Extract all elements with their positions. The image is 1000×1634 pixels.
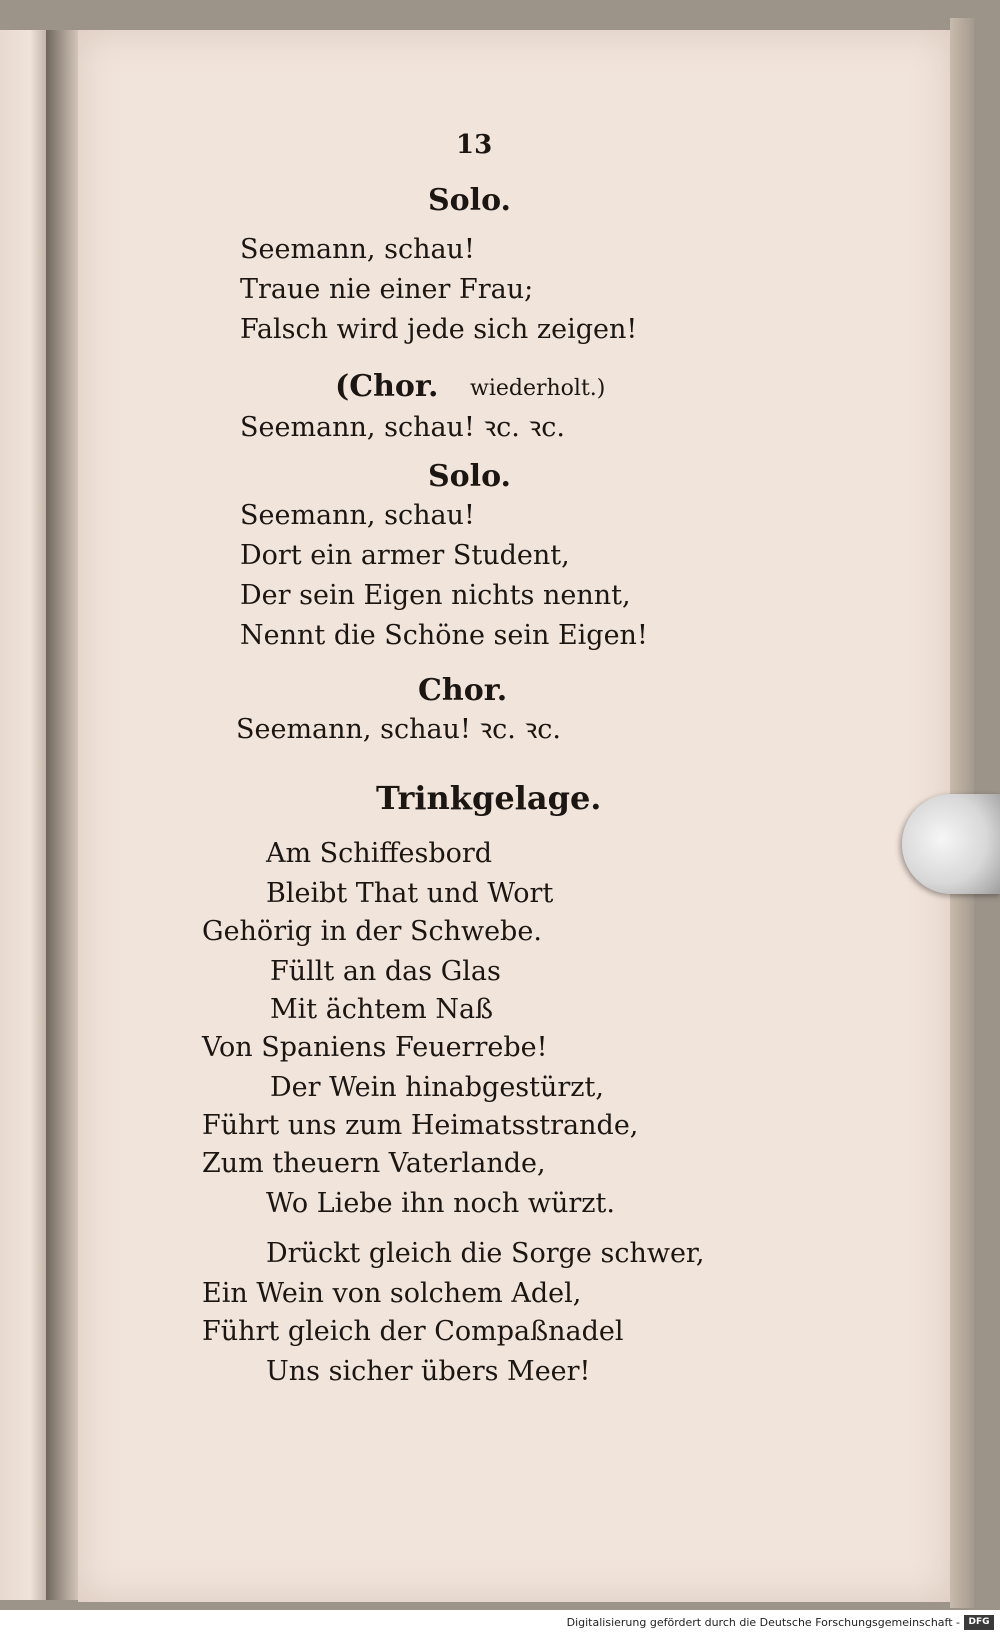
heading-chor: Chor. [418,673,508,708]
poem-line: Wo Liebe ihn noch würzt. [266,1188,615,1219]
page-clip-holder [902,794,1000,894]
verse-line: Seemann, schau! ꝛc. ꝛc. [236,714,561,745]
verse-line: Seemann, schau! [240,234,475,265]
stage-direction-chor: (Chor. [335,369,439,404]
verse-line: Der sein Eigen nichts nennt, [240,580,631,611]
verse-line: Seemann, schau! [240,500,475,531]
verse-line: Nennt die Schöne sein Eigen! [240,620,648,651]
verse-line: Falsch wird jede sich zeigen! [240,314,638,345]
poem-line: Führt uns zum Heimatsstrande, [202,1110,639,1141]
page-number: 13 [456,130,493,160]
heading-solo-2: Solo. [428,459,511,494]
poem-line: Uns sicher übers Meer! [266,1356,591,1387]
poem-line: Führt gleich der Compaßnadel [202,1316,624,1347]
poem-line: Bleibt That und Wort [266,878,554,909]
left-page-edge [0,30,50,1600]
poem-line: Drückt gleich die Sorge schwer, [266,1238,705,1269]
poem-title: Trinkgelage. [376,779,602,817]
digitization-footer [0,1612,1000,1634]
poem-line: Mit ächtem Naß [270,994,494,1025]
verse-line: Dort ein armer Student, [240,540,570,571]
dfg-logo: DFG [964,1615,994,1630]
verse-line: Traue nie einer Frau; [240,274,534,305]
footer-credit-text: Digitalisierung gefördert durch die Deutsche Forschungsgemeinschaft - [566,1616,960,1629]
poem-line: Zum theuern Vaterlande, [202,1148,546,1179]
poem-line: Am Schiffesbord [266,838,493,869]
poem-line: Der Wein hinabgestürzt, [270,1072,604,1103]
verse-line: Seemann, schau! ꝛc. ꝛc. [240,412,565,443]
heading-solo-1: Solo. [428,183,511,218]
poem-line: Von Spaniens Feuerrebe! [202,1032,548,1063]
stage-direction-wiederholt: wiederholt.) [470,376,606,401]
poem-line: Füllt an das Glas [270,956,501,987]
poem-line: Gehörig in der Schwebe. [202,916,542,947]
book-gutter [46,30,80,1600]
poem-line: Ein Wein von solchem Adel, [202,1278,582,1309]
